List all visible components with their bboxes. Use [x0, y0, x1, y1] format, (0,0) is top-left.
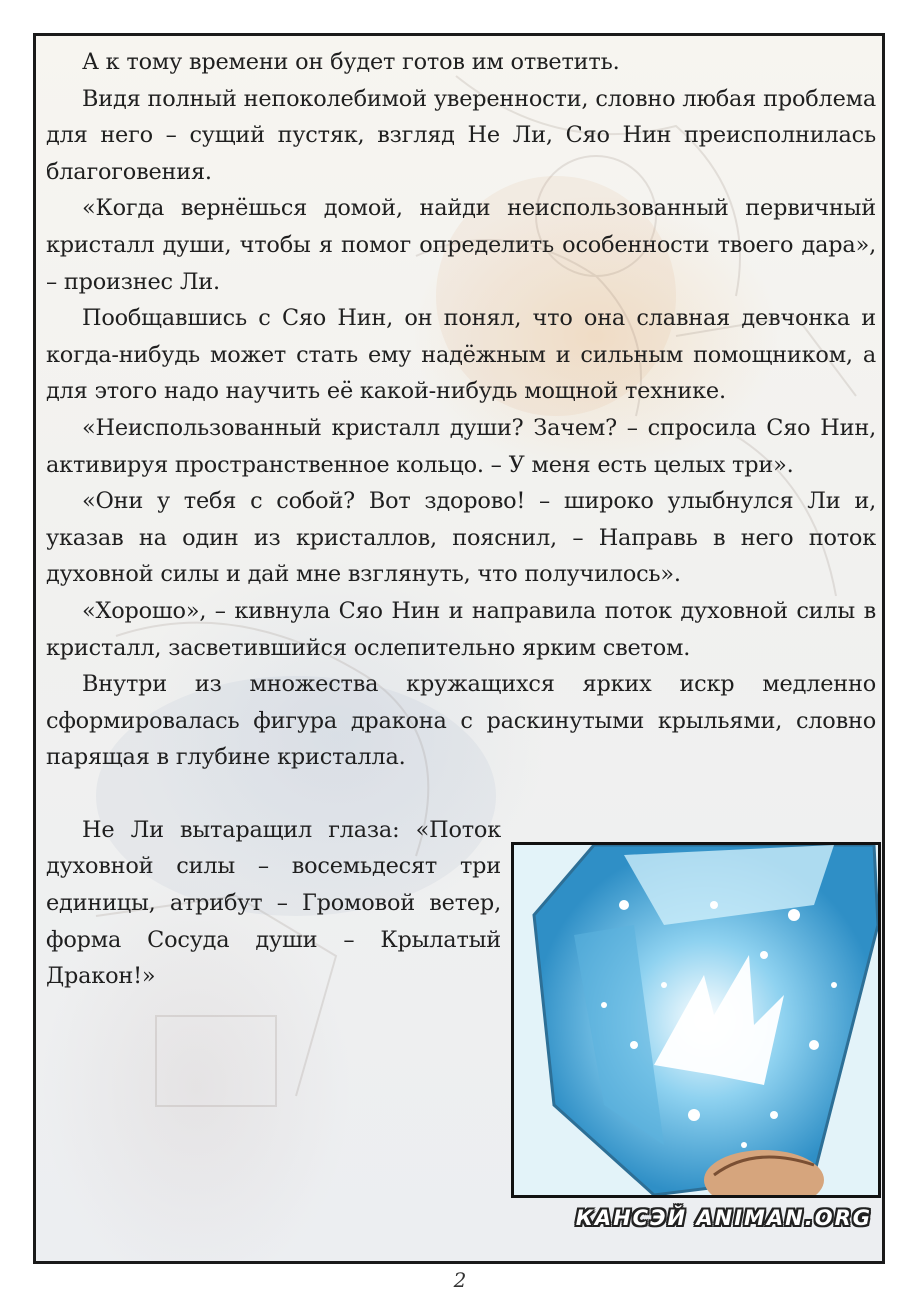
page-frame [33, 33, 885, 1264]
paragraph-4: Пообщавшись с Сяо Нин, он понял, что она славная девчонка и когда-нибудь может стать ему надёжным и сильным помощником, а для этого надо научить её какой-нибудь мощной технике. [46, 305, 876, 405]
paragraph-5: «Неиспользованный кристалл души? Зачем? – спросила Сяо Нин, активируя пространственное кольцо. – У меня есть целых три». [46, 414, 876, 478]
crystal-illustration [511, 842, 881, 1198]
paragraph-6: «Они у тебя с собой? Вот здорово! – широко улыбнулся Ли и, указав на один из кристаллов, пояснил, – Направь в него поток духовной силы и дай мне взглянуть, что получилось». [46, 488, 876, 588]
scanlation-credit: КАНСЭЙ ANIMAN.ORG [575, 1206, 872, 1230]
paragraph-7: «Хорошо», – кивнула Сяо Нин и направила поток духовной силы в кристалл, засветившийся ослепительно ярким светом. [46, 597, 876, 661]
paragraph-1: А к тому времени он будет готов им ответить. [82, 49, 620, 75]
paragraph-2: Видя полный непоколебимой уверенности, словно любая проблема для него – сущий пустяк, взгляд Не Ли, Сяо Нин преисполнилась благоговения. [46, 85, 876, 185]
paragraph-3: «Когда вернёшься домой, найди неиспользованный первичный кристалл души, чтобы я помог определить особенности твоего дара», – произнес Ли. [46, 195, 876, 295]
paragraph-final: Не Ли вытаращил глаза: «Поток духовной силы – восемьдесят три единицы, атрибут – Громовой ветер, форма Сосуда души – Крылатый Дракон!» [46, 816, 501, 990]
page-number: 2 [453, 1268, 467, 1292]
paragraph-8: Внутри из множества кружащихся ярких искр медленно сформировалась фигура дракона с раскинутыми крыльями, словно парящая в глубине кристалла. [46, 671, 876, 771]
crystal-icon [514, 845, 878, 1195]
paragraph-gap [46, 776, 876, 812]
